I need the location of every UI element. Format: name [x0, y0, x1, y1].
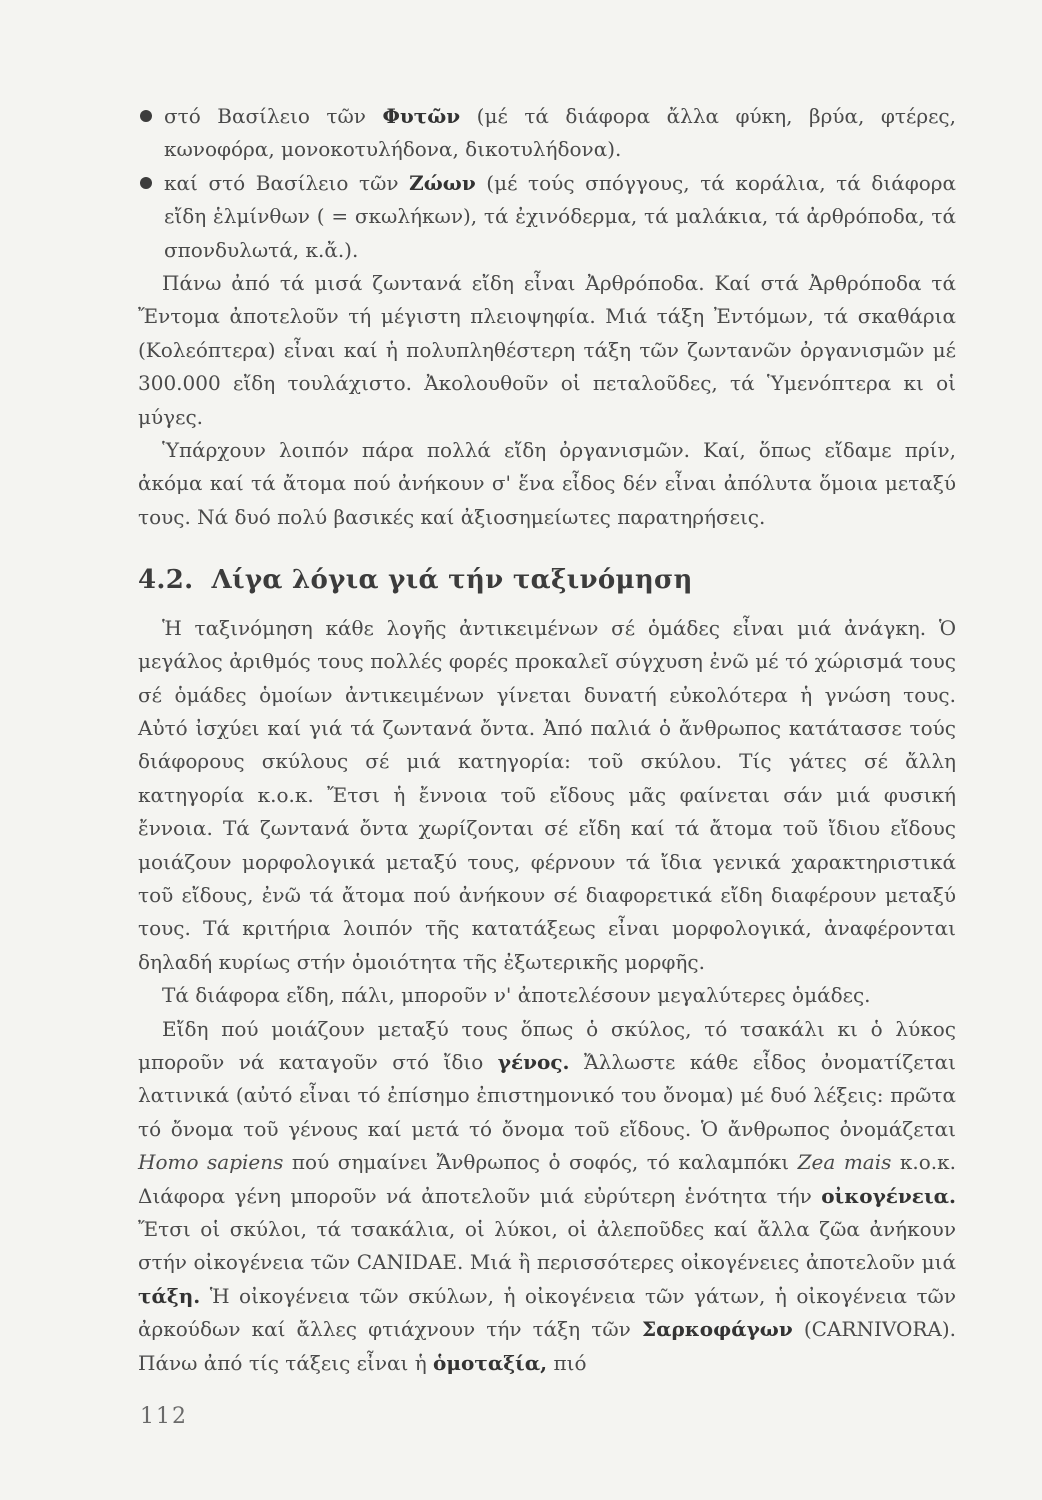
text-run: κ.ο.κ. Διάφορα γένη μποροῦν νά ἀποτελοῦν μιά εὐρύτερη ἑνότητα τήν: [138, 1150, 957, 1208]
section-heading: [138, 564, 956, 597]
body-text: [138, 100, 956, 1380]
term-family: οἰκογένεια.: [821, 1183, 956, 1208]
bullet-plants-pre: στό Βασίλειο τῶν: [164, 104, 383, 128]
text-run: πιό: [547, 1350, 587, 1375]
bullet-animals-post: (μέ τούς σπόγγους, τά κοράλια, τά διάφορα εἴδη ἑλμίνθων ( = σκωλήκων), τά ἐχινόδερμα, τά μαλάκια, τά ἀρθρόποδα, τά σπονδυλωτά, κ.ἄ.).: [164, 170, 957, 262]
text-run: Ἄλλωστε κάθε εἶδος ὀνοματίζεται λατινικά (αὐτό εἶναι τό ἐπίσημο ἐπιστημονικό του ὄνομα) μέ δυό λέξεις: πρῶτα τό ὄνομα τοῦ γένους καί μετά τό ὄνομα τοῦ εἴδους. Ὁ ἄνθρωπος ὀνομάζεται: [138, 1049, 956, 1141]
bullet-plants-bold: Φυτῶν: [382, 104, 461, 128]
term-order: τάξη.: [138, 1283, 201, 1308]
paragraph-organisms: Ὑπάρχουν λοιπόν πάρα πολλά εἴδη ὀργανισμῶν. Καί, ὅπως εἴδαμε πρίν, ἀκόμα καί τά ἄτομα πού ἀνήκουν σ' ἕνα εἶδος δέν εἶναι ἀπόλυτα ὅμοια μεταξύ τους. Νά δυό πολύ βασικές καί ἀξιοσημείωτες παρατηρήσεις.: [138, 438, 956, 529]
term-class: ὁμοταξία,: [433, 1350, 548, 1375]
bullet-animals-bold: Ζώων: [409, 170, 476, 195]
text-run: Ἡ οἰκογένεια τῶν σκύλων, ἡ οἰκογένεια τῶν γάτων, ἡ οἰκογένεια τῶν ἀρκούδων καί ἄλλες φτιάχνουν τήν τάξη τῶν: [138, 1283, 956, 1342]
term-carnivores: Σαρκοφάγων: [641, 1317, 793, 1342]
term-genus: γένος.: [497, 1049, 570, 1074]
paragraph-genus-family: [138, 1013, 956, 1380]
bullet-dot-icon: [140, 177, 152, 189]
bullet-plants-post: (μέ τά διάφορα ἄλλα φύκη, βρύα, φτέρες, κωνοφόρα, μονοκοτυλήδονα, δικοτυλήδονα).: [164, 104, 956, 162]
paragraph-species-groups: Τά διάφορα εἴδη, πάλι, μποροῦν ν' ἀποτελέσουν μεγαλύτερες ὁμάδες.: [162, 983, 871, 1008]
latin-zea-mais: Zea mais: [797, 1150, 892, 1175]
paragraph-classification: Ἡ ταξινόμηση κάθε λογῆς ἀντικειμένων σέ ὁμάδες εἶναι μιά ἀνάγκη. Ὁ μεγάλος ἀριθμός τους πολλές φορές προκαλεῖ σύγχυση ἐνῶ μέ τό χώρισμά τους σέ ὁμάδες ὁμοίων ἀντικειμένων γίνεται δυνατή εὐκολότερα ἡ γνώση τους. Αὐτό ἰσχύει καί γιά τά ζωντανά ὄντα. Ἀπό παλιά ὁ ἄνθρωπος κατάτασσε τούς διάφορους σκύλους σέ μιά κατηγορία: τοῦ σκύλου. Τίς γάτες σέ ἄλλη κατηγορία κ.ο.κ. Ἔτσι ἡ ἔννοια τοῦ εἴδους μᾶς φαίνεται σάν μιά φυσική ἔννοια. Τά ζωντανά ὄντα χωρίζονται σέ εἴδη καί τά ἄτομα τοῦ ἴδιου εἴδους μοιάζουν μορφολογικά μεταξύ τους, φέρνουν τά ἴδια γενικά χαρακτηριστικά τοῦ εἴδους, ἐνῶ τά ἄτομα πού ἀνήκουν σέ διαφορετικά εἴδη διαφέρουν μεταξύ τους. Τά κριτήρια λοιπόν τῆς κατατάξεως εἶναι μορφολογικά, ἀναφέρονται δηλαδή κυρίως στήν ὁμοιότητα τῆς ἐξωτερικῆς μορφῆς.: [138, 615, 956, 974]
section-number: 4.2.: [138, 565, 194, 596]
latin-homo-sapiens: Homo sapiens: [138, 1150, 284, 1175]
bullet-animals-pre: καί στό Βασίλειο τῶν: [164, 170, 410, 195]
text-run: (CARNIVORA). Πάνω ἀπό τίς τάξεις εἶναι ἡ: [138, 1317, 956, 1375]
bullet-dot-icon: [140, 110, 152, 122]
bullet-animals: [138, 167, 956, 267]
text-run: πού σημαίνει Ἄνθρωπος ὁ σοφός, τό καλαμπόκι: [283, 1150, 798, 1175]
paragraph-arthropods: Πάνω ἀπό τά μισά ζωντανά εἴδη εἶναι Ἀρθρόποδα. Καί στά Ἀρθρόποδα τά Ἔντομα ἀποτελοῦν τή μέγιστη πλειοψηφία. Μιά τάξη Ἐντόμων, τά σκαθάρια (Κολεόπτερα) εἶναι καί ἡ πολυπληθέστερη τάξη τῶν ζωντανῶν ὀργανισμῶν μέ 300.000 εἴδη τουλάχιστο. Ἀκολουθοῦν οἱ πεταλοῦδες, τά Ὑμενόπτερα κι οἱ μύγες.: [138, 271, 956, 429]
section-title: Λίγα λόγια γιά τήν ταξινόμηση: [211, 565, 693, 596]
text-run: Ἔτσι οἱ σκύλοι, τά τσακάλια, οἱ λύκοι, οἱ ἀλεποῦδες καί ἄλλα ζῶα ἀνήκουν στήν οἰκογένεια τῶν CANIDAE. Μιά ἢ περισσότερες οἰκογένειες ἀποτελοῦν μιά: [138, 1217, 956, 1275]
text-run: Εἴδη πού μοιάζουν μεταξύ τους ὅπως ὁ σκύλος, τό τσακάλι κι ὁ λύκος μποροῦν νά καταγοῦν στό ἴδιο: [138, 1016, 956, 1074]
bullet-plants: [138, 100, 956, 167]
page-number: 112: [140, 1404, 188, 1429]
